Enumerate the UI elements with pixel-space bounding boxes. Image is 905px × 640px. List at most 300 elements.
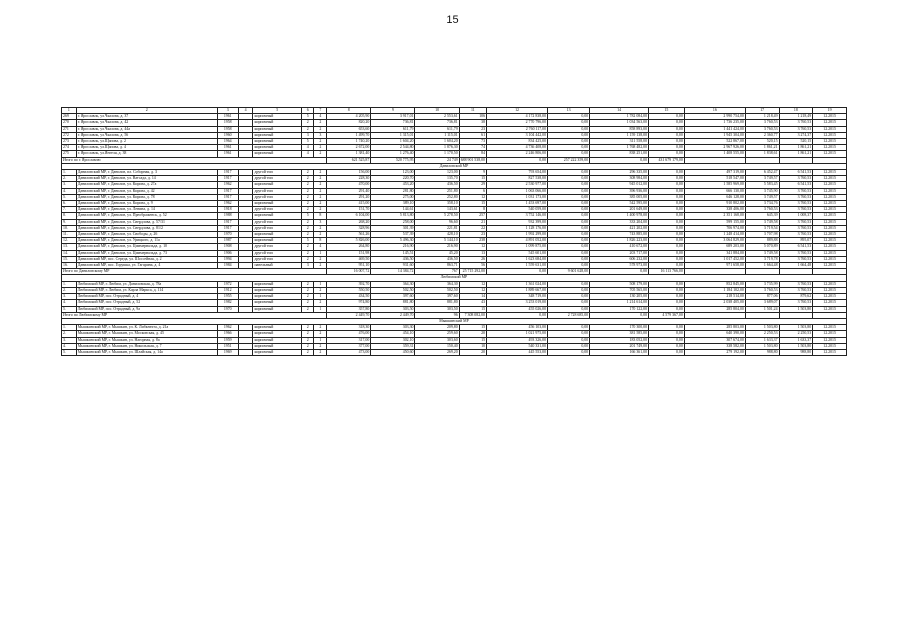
table-cell: 258,00 bbox=[371, 219, 415, 225]
table-cell: 3 749,58 bbox=[745, 219, 779, 225]
table-cell: 8 bbox=[314, 238, 327, 244]
table-cell: 2 bbox=[301, 331, 314, 337]
table-cell: 3 760,53 bbox=[779, 232, 813, 238]
table-cell: 5. bbox=[62, 349, 77, 355]
table-cell: 1 768 482,00 bbox=[590, 145, 649, 151]
table-cell: 469,50 bbox=[327, 256, 371, 262]
table-cell: кирпичный bbox=[253, 325, 301, 331]
table-cell: 974,80 bbox=[327, 300, 371, 306]
table-cell: 14. bbox=[62, 250, 77, 256]
table-cell: 706 974,00 bbox=[684, 225, 745, 231]
column-header: 2 bbox=[76, 108, 217, 114]
table-cell: 502,50 bbox=[415, 287, 459, 293]
table-cell: 879,62 bbox=[779, 294, 813, 300]
table-cell: 1 503,80 bbox=[779, 306, 813, 312]
table-cell: 73 bbox=[459, 139, 486, 145]
table-cell: 303,50 bbox=[415, 306, 459, 312]
table-cell: 0,00 bbox=[548, 201, 590, 207]
table-cell: 2 bbox=[314, 300, 327, 306]
table-cell: 12.2015 bbox=[813, 281, 847, 287]
table-cell: 689 203,00 bbox=[684, 244, 745, 250]
table-cell: 2 bbox=[314, 176, 327, 182]
table-cell: 1962 bbox=[217, 325, 238, 331]
table-cell: 3 760,53 bbox=[779, 281, 813, 287]
total-cell: 9 601 628,00 bbox=[548, 269, 590, 275]
table-cell: другой тип bbox=[253, 188, 301, 194]
table-cell: 421 202,00 bbox=[590, 225, 649, 231]
table-cell: 218 514,00 bbox=[684, 294, 745, 300]
table-cell: 1912 bbox=[217, 287, 238, 293]
table-cell: 1 876,30 bbox=[415, 145, 459, 151]
table-cell: 0,00 bbox=[649, 145, 685, 151]
table-cell: 410 672,00 bbox=[590, 244, 649, 250]
total-cell: 688 901 538,00 bbox=[460, 157, 486, 162]
table-cell: 445 553,00 bbox=[487, 349, 548, 355]
table-cell: 1 bbox=[314, 294, 327, 300]
table-cell: 8 bbox=[459, 207, 486, 213]
table-cell: 2 bbox=[314, 232, 327, 238]
table-cell: 269,20 bbox=[415, 349, 459, 355]
table-cell: Даниловский МР, г. Данилов, ул. Кирова, д. 9 bbox=[76, 201, 217, 207]
total-cell: 2 449,70 bbox=[371, 312, 415, 318]
table-cell: 2 bbox=[301, 325, 314, 331]
table-cell: 0,00 bbox=[649, 256, 685, 262]
table-cell: 1 633,37 bbox=[745, 337, 779, 343]
table-cell: другой тип bbox=[253, 256, 301, 262]
table-cell: 0,00 bbox=[548, 225, 590, 231]
table-cell: 2. bbox=[62, 331, 77, 337]
table-cell: 12.2015 bbox=[813, 232, 847, 238]
table-cell: 209,80 bbox=[415, 325, 459, 331]
total-cell: 14 384,72 bbox=[371, 269, 415, 275]
table-cell: 2 bbox=[301, 201, 314, 207]
table-cell: 1961 bbox=[217, 151, 238, 157]
table-cell: 4 bbox=[301, 151, 314, 157]
table-cell: кирпичный bbox=[253, 349, 301, 355]
table-cell: 1917 bbox=[217, 170, 238, 176]
table-cell: 338 582,00 bbox=[684, 343, 745, 349]
table-cell: 12 bbox=[459, 287, 486, 293]
table-cell: 291,20 bbox=[327, 194, 371, 200]
total-cell: 96 bbox=[415, 312, 459, 318]
table-cell: 3 707,98 bbox=[745, 232, 779, 238]
table-cell: 0,00 bbox=[649, 114, 685, 120]
table-cell: 397,60 bbox=[415, 294, 459, 300]
table-cell: 1 099 875,00 bbox=[487, 244, 548, 250]
table-cell: 3 760,53 bbox=[779, 126, 813, 132]
table-cell: 3 760,53 bbox=[779, 225, 813, 231]
table-cell: 3 760,53 bbox=[779, 300, 813, 306]
table-cell: 2 bbox=[314, 139, 327, 145]
table-cell: 0,00 bbox=[548, 331, 590, 337]
table-cell: 43 bbox=[459, 300, 486, 306]
table-cell: 497 319,00 bbox=[684, 170, 745, 176]
table-cell: 1 604,20 bbox=[371, 139, 415, 145]
table-cell: 143,61 bbox=[415, 207, 459, 213]
total-cell: 2 728 685,00 bbox=[548, 312, 590, 318]
table-cell: 0,00 bbox=[649, 294, 685, 300]
table-cell: 1961 bbox=[217, 145, 238, 151]
table-cell: кирпичный bbox=[253, 114, 301, 120]
table-cell: 1 159 138,00 bbox=[590, 132, 649, 138]
table-cell: 1 782 084,00 bbox=[590, 114, 649, 120]
table-cell: 1 861,21 bbox=[779, 151, 813, 157]
table-cell: 0,00 bbox=[649, 306, 685, 312]
total-cell: 767 bbox=[415, 269, 459, 275]
column-header: 6 bbox=[301, 108, 314, 114]
table-cell: 0,00 bbox=[649, 132, 685, 138]
table-cell: 561,26 bbox=[327, 232, 371, 238]
column-header: 16 bbox=[684, 108, 745, 114]
table-cell: 5. bbox=[62, 306, 77, 312]
table-cell: 2 672,00 bbox=[327, 145, 371, 151]
table-cell: 476,00 bbox=[327, 331, 371, 337]
table-cell: 12.2015 bbox=[813, 306, 847, 312]
table-cell: 2 bbox=[301, 232, 314, 238]
table-cell: 1 bbox=[314, 337, 327, 343]
table-cell: 1 623 684,00 bbox=[487, 256, 548, 262]
section-title: Любимский МР bbox=[62, 275, 847, 281]
table-cell: 1 503,80 bbox=[779, 343, 813, 349]
table-cell: 96,60 bbox=[415, 219, 459, 225]
table-cell: кирпичный bbox=[253, 182, 301, 188]
table-cell: Даниловский МР, г. Данилов, пл. Соборная, д. 3 bbox=[76, 170, 217, 176]
table-cell: Мышкинский МР, г. Мышкин, ул. Шлайская, д. 14а bbox=[76, 349, 217, 355]
table-cell: 5 278,50 bbox=[415, 213, 459, 219]
table-cell: 436,50 bbox=[415, 182, 459, 188]
table-cell: 2 bbox=[301, 256, 314, 262]
table-cell: 455 026,00 bbox=[487, 306, 548, 312]
table-cell: 61 bbox=[459, 132, 486, 138]
table-cell: 12.2015 bbox=[813, 145, 847, 151]
table-cell: 456 103,00 bbox=[487, 325, 548, 331]
total-cell: 0,00 bbox=[590, 269, 649, 275]
table-cell: 5 826,00 bbox=[327, 238, 371, 244]
table-cell: 12.2015 bbox=[813, 132, 847, 138]
table-cell: 2 bbox=[314, 151, 327, 157]
table-cell: 10. bbox=[62, 225, 77, 231]
table-cell: панельный bbox=[253, 263, 301, 269]
table-cell: 493 326,00 bbox=[487, 337, 548, 343]
table-cell: 1958 bbox=[217, 120, 238, 126]
column-header: 5 bbox=[253, 108, 301, 114]
table-cell: Любимский МР, г. Любим, ул. Карла Маркса, д. 114 bbox=[76, 287, 217, 293]
table-cell: 2 967 926,00 bbox=[684, 145, 745, 151]
table-cell: 130 205,00 bbox=[590, 294, 649, 300]
table-cell: 0,00 bbox=[548, 244, 590, 250]
table-cell: 1970 bbox=[217, 306, 238, 312]
table-cell: 308 984,00 bbox=[590, 176, 649, 182]
table-cell: 0,00 bbox=[649, 188, 685, 194]
table-cell: 341 884,00 bbox=[684, 250, 745, 256]
table-cell: 301,39 bbox=[371, 225, 415, 231]
table-cell: 1 585 969,00 bbox=[684, 182, 745, 188]
table-cell: 338 406,00 bbox=[684, 207, 745, 213]
table-cell: 3 bbox=[301, 132, 314, 138]
table-cell: 1961 bbox=[217, 114, 238, 120]
table-cell: 12.2015 bbox=[813, 170, 847, 176]
table-cell: 881,80 bbox=[371, 300, 415, 306]
table-cell: 3 104 442,00 bbox=[487, 132, 548, 138]
table-cell: 56 bbox=[459, 263, 486, 269]
table-cell: 2 bbox=[314, 126, 327, 132]
table-cell: 4 205,90 bbox=[327, 114, 371, 120]
table-cell: 3 760,53 bbox=[745, 207, 779, 213]
table-cell: 473,00 bbox=[327, 349, 371, 355]
table-cell: 0,00 bbox=[548, 300, 590, 306]
table-cell: кирпичный bbox=[253, 238, 301, 244]
table-cell: 12. bbox=[62, 238, 77, 244]
total-label: Итого по г. Ярославлю bbox=[62, 157, 327, 163]
table-cell: 12.2015 bbox=[813, 337, 847, 343]
table-cell: 1 bbox=[314, 250, 327, 256]
table-cell: 3 760,53 bbox=[779, 201, 813, 207]
table-cell: 793 654,00 bbox=[487, 170, 548, 176]
table-cell: 3 719,54 bbox=[745, 225, 779, 231]
table-cell: 2 bbox=[314, 349, 327, 355]
table-cell: 1917 bbox=[217, 176, 238, 182]
table-cell: 578 973,00 bbox=[590, 263, 649, 269]
table-cell: 945 012,00 bbox=[590, 182, 649, 188]
table-cell: 12.2015 bbox=[813, 256, 847, 262]
table-cell: 0,00 bbox=[649, 337, 685, 343]
table-cell: 12.2015 bbox=[813, 126, 847, 132]
table-cell: 12 bbox=[459, 244, 486, 250]
table-cell: 1 503,80 bbox=[779, 325, 813, 331]
table-cell: другой тип bbox=[253, 194, 301, 200]
table-cell: 518 547,00 bbox=[684, 176, 745, 182]
table-cell: Даниловский МР, г. Данилов, ул. Свободы, д. 26 bbox=[76, 232, 217, 238]
table-cell: 12.2015 bbox=[813, 250, 847, 256]
table-cell: 2 990 754,00 bbox=[684, 114, 745, 120]
table-cell: 272 bbox=[62, 132, 77, 138]
table-cell: 273 bbox=[62, 139, 77, 145]
column-header: 7 bbox=[314, 108, 327, 114]
table-cell: другой тип bbox=[253, 207, 301, 213]
table-cell: 5 bbox=[301, 213, 314, 219]
table-cell: 275,00 bbox=[371, 194, 415, 200]
table-cell: 23 bbox=[459, 126, 486, 132]
total-cell: 16 113 766,00 bbox=[649, 269, 685, 275]
table-cell: 22 bbox=[459, 225, 486, 231]
table-cell: 268,20 bbox=[327, 219, 371, 225]
table-cell: 0,00 bbox=[649, 343, 685, 349]
table-cell: 12.2015 bbox=[813, 294, 847, 300]
table-cell: 1964 bbox=[217, 139, 238, 145]
table-cell: 166 361,00 bbox=[590, 349, 649, 355]
table-cell: 0,00 bbox=[548, 182, 590, 188]
table-cell: 20 bbox=[459, 331, 486, 337]
table-cell: 1962 bbox=[217, 201, 238, 207]
table-cell: 1960 bbox=[217, 132, 238, 138]
table-cell: 2 bbox=[301, 294, 314, 300]
table-cell: 454,10 bbox=[371, 331, 415, 337]
table-cell: 307 674,00 bbox=[684, 337, 745, 343]
table-cell: 820,20 bbox=[327, 120, 371, 126]
table-cell: 1982 bbox=[217, 300, 238, 306]
table-cell: 1 063 066,00 bbox=[487, 188, 548, 194]
table-cell: 269 bbox=[62, 114, 77, 120]
table-cell: 3 745,90 bbox=[745, 188, 779, 194]
table-cell: 858 893,00 bbox=[590, 126, 649, 132]
table-cell: 1 218,49 bbox=[779, 114, 813, 120]
table-cell: Мышкинский МР, г. Мышкин, ул. Московская, д. 45 bbox=[76, 331, 217, 337]
table-cell: 26 bbox=[459, 256, 486, 262]
column-header: 12 bbox=[487, 108, 548, 114]
table-cell: 2 bbox=[314, 182, 327, 188]
table-cell: 348 719,00 bbox=[487, 294, 548, 300]
table-cell: 2 bbox=[301, 225, 314, 231]
table-cell: 6 452,47 bbox=[745, 170, 779, 176]
table-cell: 3 253 019,00 bbox=[487, 300, 548, 306]
total-cell: 621 525,87 bbox=[327, 157, 371, 163]
table-cell: 285 803,00 bbox=[684, 325, 745, 331]
table-cell: 1 604,20 bbox=[415, 139, 459, 145]
table-cell: кирпичный bbox=[253, 287, 301, 293]
table-cell: 84 bbox=[459, 151, 486, 157]
table-cell: кирпичный bbox=[253, 306, 301, 312]
table-cell: кирпичный bbox=[253, 331, 301, 337]
table-cell: Даниловский МР, пос. Середа, ул. Шоссейная, д. 2 bbox=[76, 256, 217, 262]
table-cell: 1 992 299,00 bbox=[487, 232, 548, 238]
table-cell: 3 749,58 bbox=[745, 250, 779, 256]
table-cell: 1 400 978,00 bbox=[590, 213, 649, 219]
table-cell: 1969 bbox=[217, 349, 238, 355]
table-cell: 2 bbox=[314, 263, 327, 269]
table-cell: 2 246 806,00 bbox=[487, 151, 548, 157]
table-cell: 0,00 bbox=[548, 294, 590, 300]
table-cell: 0,00 bbox=[649, 151, 685, 157]
table-cell: 1917 bbox=[217, 188, 238, 194]
table-cell: 12.2015 bbox=[813, 225, 847, 231]
table-cell: 311 558,00 bbox=[590, 139, 649, 145]
table-cell: 1906 bbox=[217, 250, 238, 256]
table-cell: 2 250,53 bbox=[779, 331, 813, 337]
table-cell: 1987 bbox=[217, 238, 238, 244]
table-cell: г. Ярославль, ул.Щапова, д. 2 bbox=[76, 139, 217, 145]
table-cell: 1. bbox=[62, 281, 77, 287]
table-cell: 3 760,53 bbox=[779, 256, 813, 262]
table-cell: 0,00 bbox=[548, 114, 590, 120]
table-cell: 221,81 bbox=[415, 225, 459, 231]
table-cell: 971 658,00 bbox=[684, 263, 745, 269]
table-cell: 0,00 bbox=[548, 232, 590, 238]
total-cell: 257 222 359,00 bbox=[548, 157, 590, 163]
table-cell: 396 936,00 bbox=[590, 188, 649, 194]
table-cell: 1951 bbox=[217, 343, 238, 349]
table-cell: 9. bbox=[62, 219, 77, 225]
table-cell: 0,00 bbox=[548, 145, 590, 151]
table-cell: 3 917,01 bbox=[371, 114, 415, 120]
table-cell: 1 453 697,00 bbox=[487, 201, 548, 207]
total-cell: 4 579 367,00 bbox=[649, 312, 685, 318]
table-cell: 0,00 bbox=[649, 300, 685, 306]
table-cell: 3 bbox=[314, 132, 327, 138]
table-cell: 135,70 bbox=[415, 176, 459, 182]
table-cell: кирпичный bbox=[253, 120, 301, 126]
table-cell: другой тип bbox=[253, 244, 301, 250]
total-cell: 7 308 082,00 bbox=[459, 312, 486, 318]
table-cell: 1 170,50 bbox=[415, 151, 459, 157]
table-cell: 453,20 bbox=[371, 182, 415, 188]
total-cell: 25 715 292,00 bbox=[459, 269, 486, 275]
table-cell: 2 bbox=[301, 306, 314, 312]
table-cell: 3. bbox=[62, 337, 77, 343]
table-cell: 3 749,57 bbox=[745, 176, 779, 182]
table-cell: 0,00 bbox=[548, 250, 590, 256]
column-header: 11 bbox=[459, 108, 486, 114]
table-cell: 392,70 bbox=[327, 281, 371, 287]
table-cell: 15 bbox=[459, 325, 486, 331]
table-cell: 0,00 bbox=[649, 139, 685, 145]
table-cell: Даниловский МР, г. Данилов, ул. Циммервальда, д. 73 bbox=[76, 250, 217, 256]
table-cell: 220,70 bbox=[371, 176, 415, 182]
table-cell: другой тип bbox=[253, 170, 301, 176]
table-cell: 3 760,53 bbox=[779, 194, 813, 200]
table-cell: 2 bbox=[301, 349, 314, 355]
table-cell: 2 bbox=[314, 201, 327, 207]
table-cell: 436,50 bbox=[415, 256, 459, 262]
table-cell: 1 381,40 bbox=[327, 151, 371, 157]
table-cell: 5 bbox=[301, 114, 314, 120]
table-cell: 1 218,49 bbox=[745, 114, 779, 120]
table-cell: 743 885,00 bbox=[590, 232, 649, 238]
table-cell: кирпичный bbox=[253, 294, 301, 300]
table-cell: 15 bbox=[459, 306, 486, 312]
table-cell: 7. bbox=[62, 207, 77, 213]
table-cell: 838 251,00 bbox=[590, 151, 649, 157]
table-cell: 252,80 bbox=[415, 194, 459, 200]
table-cell: 931,60 bbox=[371, 263, 415, 269]
table-cell: 889,88 bbox=[745, 238, 779, 244]
table-cell: 0,00 bbox=[649, 201, 685, 207]
table-cell: 3 760,53 bbox=[779, 188, 813, 194]
table-cell: 1 017 452,00 bbox=[684, 256, 745, 262]
table-cell: 257 bbox=[459, 213, 486, 219]
table-cell: 3 760,53 bbox=[779, 219, 813, 225]
table-cell: 1988 bbox=[217, 213, 238, 219]
table-cell: кирпичный bbox=[253, 132, 301, 138]
table-cell: другой тип bbox=[253, 219, 301, 225]
table-cell: 291,40 bbox=[327, 188, 371, 194]
table-cell: 238 bbox=[459, 238, 486, 244]
table-cell: 3 064 829,00 bbox=[684, 238, 745, 244]
table-cell: 10 bbox=[459, 343, 486, 349]
table-cell: 21 bbox=[459, 219, 486, 225]
table-cell: 8. bbox=[62, 213, 77, 219]
table-cell: 3 760,53 bbox=[779, 120, 813, 126]
table-cell: кирпичный bbox=[253, 343, 301, 349]
table-cell: кирпичный bbox=[253, 337, 301, 343]
table-cell: 201 749,00 bbox=[590, 343, 649, 349]
table-cell: 3 752 146,00 bbox=[487, 213, 548, 219]
table-cell: 1917 bbox=[217, 219, 238, 225]
table-cell: 436,50 bbox=[371, 256, 415, 262]
table-cell: 12.2015 bbox=[813, 182, 847, 188]
table-cell: 15. bbox=[62, 256, 77, 262]
table-cell: Мышкинский МР, г. Мышкин, ул. Нагорная, д. 8а bbox=[76, 337, 217, 343]
table-cell: 0,00 bbox=[649, 232, 685, 238]
table-cell: 1 315,01 bbox=[371, 132, 415, 138]
table-cell: 1994 bbox=[217, 256, 238, 262]
table-cell: 275 bbox=[62, 151, 77, 157]
table-cell: 303,50 bbox=[371, 306, 415, 312]
table-cell: 2 bbox=[301, 244, 314, 250]
table-cell: 470,00 bbox=[327, 182, 371, 188]
table-cell: 357,80 bbox=[327, 306, 371, 312]
table-cell: 270 bbox=[62, 120, 77, 126]
table-cell: 1984 bbox=[217, 263, 238, 269]
